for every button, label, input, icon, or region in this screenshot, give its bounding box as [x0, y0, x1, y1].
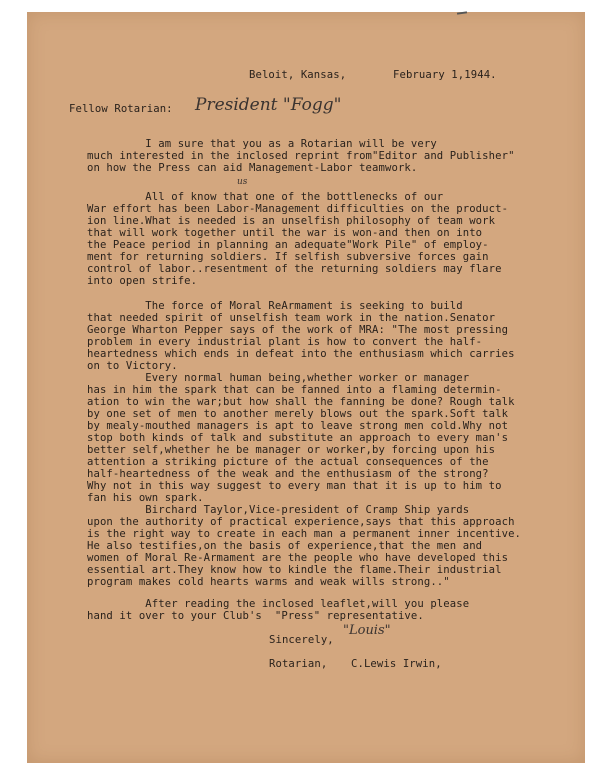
text-line: He also testifies,on the basis of experience,that the men and	[87, 540, 483, 552]
text-line: upon the authority of practical experience,says that this approach	[87, 516, 515, 528]
text-line: heartedness which ends in defeat into the enthusiasm which carries	[87, 348, 515, 360]
text-line: half-heartedness of the weak and the enthusiasm of the strong?	[87, 468, 489, 480]
letter-page	[27, 12, 585, 763]
salutation-label: Fellow Rotarian:	[69, 103, 173, 115]
text-line: is the right way to create in each man a permanent inner incentive.	[87, 528, 522, 540]
signer-title: Rotarian,	[269, 658, 328, 670]
text-line: Why not in this way suggest to every man that it is up to him to	[87, 480, 502, 492]
closing-sincerely: Sincerely,	[269, 634, 334, 646]
text-line: control of labor..resentment of the returning soldiers may flare	[87, 263, 502, 275]
text-line: Every normal human being,whether worker or manager	[87, 372, 470, 384]
text-line: by mealy-mouthed managers is apt to leave strong men cold.Why not	[87, 420, 509, 432]
text-line: attention a striking picture of the actual consequences of the	[87, 456, 489, 468]
text-line: stop both kinds of talk and substitute an approach to every man's	[87, 432, 509, 444]
text-line: War effort has been Labor-Management difficulties on the product-	[87, 203, 509, 215]
text-line: ion line.What is needed is an unselfish philosophy of team work	[87, 215, 496, 227]
letter-place: Beloit, Kansas,	[249, 69, 347, 81]
signer-name: C.Lewis Irwin,	[351, 658, 442, 670]
text-line: hand it over to your Club's "Press" representative.	[87, 610, 424, 622]
text-line: ation to win the war;but how shall the fanning be done? Rough talk	[87, 396, 515, 408]
text-line: I am sure that you as a Rotarian will be very	[87, 138, 437, 150]
letter-date: February 1,1944.	[393, 69, 497, 81]
text-line: on how the Press can aid Management-Labor teamwork.	[87, 162, 418, 174]
text-line: George Wharton Pepper says of the work of MRA: "The most pressing	[87, 324, 509, 336]
text-line: has in him the spark that can be fanned into a flaming determin-	[87, 384, 502, 396]
handwritten-insertion-mark: us	[237, 177, 248, 187]
text-line: the Peace period in planning an adequate"Work Pile" of employ-	[87, 239, 489, 251]
text-line: After reading the inclosed leaflet,will you please	[87, 598, 470, 610]
text-line: fan his own spark.	[87, 492, 204, 504]
handwritten-signature: "Louis"	[343, 623, 391, 638]
text-line: on to Victory.	[87, 360, 178, 372]
salutation-handwritten-name: President "Fogg"	[195, 95, 342, 115]
text-line: program makes cold hearts warms and weak wills strong.."	[87, 576, 450, 588]
text-line: problem in every industrial plant is how to convert the half-	[87, 336, 483, 348]
text-line: The force of Moral ReArmament is seeking to build	[87, 300, 463, 312]
text-line: All of know that one of the bottlenecks of our	[87, 191, 444, 203]
text-line: ment for returning soldiers. If selfish subversive forces gain	[87, 251, 489, 263]
text-line: much interested in the inclosed reprint from"Editor and Publisher"	[87, 150, 515, 162]
text-line: that needed spirit of unselfish team work in the nation.Senator	[87, 312, 496, 324]
text-line: that will work together until the war is won-and then on into	[87, 227, 483, 239]
text-line: better self,whether he be manager or worker,by forcing upon his	[87, 444, 496, 456]
text-line: essential art.They know how to kindle the flame.Their industrial	[87, 564, 502, 576]
text-line: by one set of men to another merely blows out the spark.Soft talk	[87, 408, 509, 420]
text-line: Birchard Taylor,Vice-president of Cramp Ship yards	[87, 504, 470, 516]
paper-mark	[457, 11, 467, 14]
text-line: into open strife.	[87, 275, 198, 287]
text-line: women of Moral Re-Armament are the people who have developed this	[87, 552, 509, 564]
